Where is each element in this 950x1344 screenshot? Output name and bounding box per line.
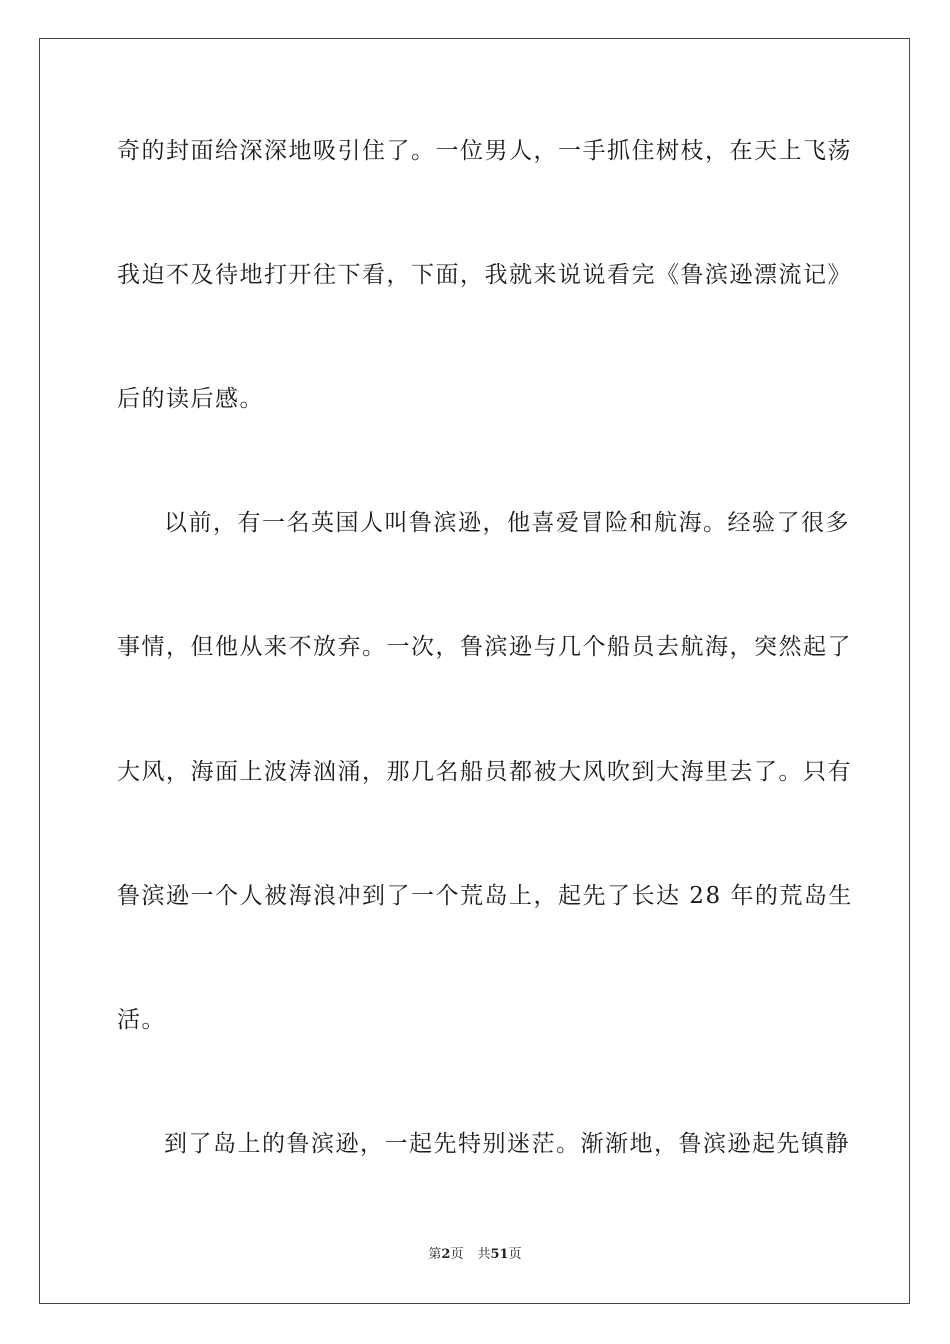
total-prefix: 共 xyxy=(477,1247,491,1262)
text-line: 大风，海面上波涛汹涌，那几名船员都被大风吹到大海里去了。只有 xyxy=(117,759,852,785)
total-pages: 51 xyxy=(490,1247,509,1262)
text-line: 鲁滨逊一个人被海浪冲到了一个荒岛上，起先了长达 28 年的荒岛生 xyxy=(117,883,853,909)
paragraph-first-line: 到了岛上的鲁滨逊，一起先特别迷茫。渐渐地，鲁滨逊起先镇静 xyxy=(164,1131,850,1157)
page-prefix: 第 xyxy=(428,1247,442,1262)
text-line: 事情，但他从来不放弃。一次，鲁滨逊与几个船员去航海，突然起了 xyxy=(117,634,852,660)
paragraph-first-line: 以前，有一名英国人叫鲁滨逊，他喜爱冒险和航海。经验了很多 xyxy=(164,510,850,536)
text-line: 活。 xyxy=(117,1007,166,1033)
text-line: 我迫不及待地打开往下看，下面，我就来说说看完《鲁滨逊漂流记》 xyxy=(117,262,852,288)
page-footer xyxy=(0,1246,950,1264)
page-border xyxy=(39,38,910,1304)
page-suffix: 页 xyxy=(450,1247,464,1262)
text-line: 后的读后感。 xyxy=(117,386,264,412)
text-line: 奇的封面给深深地吸引住了。一位男人，一手抓住树枝，在天上飞荡 xyxy=(117,138,852,164)
page-number: 2 xyxy=(441,1247,451,1262)
total-suffix: 页 xyxy=(508,1247,522,1262)
